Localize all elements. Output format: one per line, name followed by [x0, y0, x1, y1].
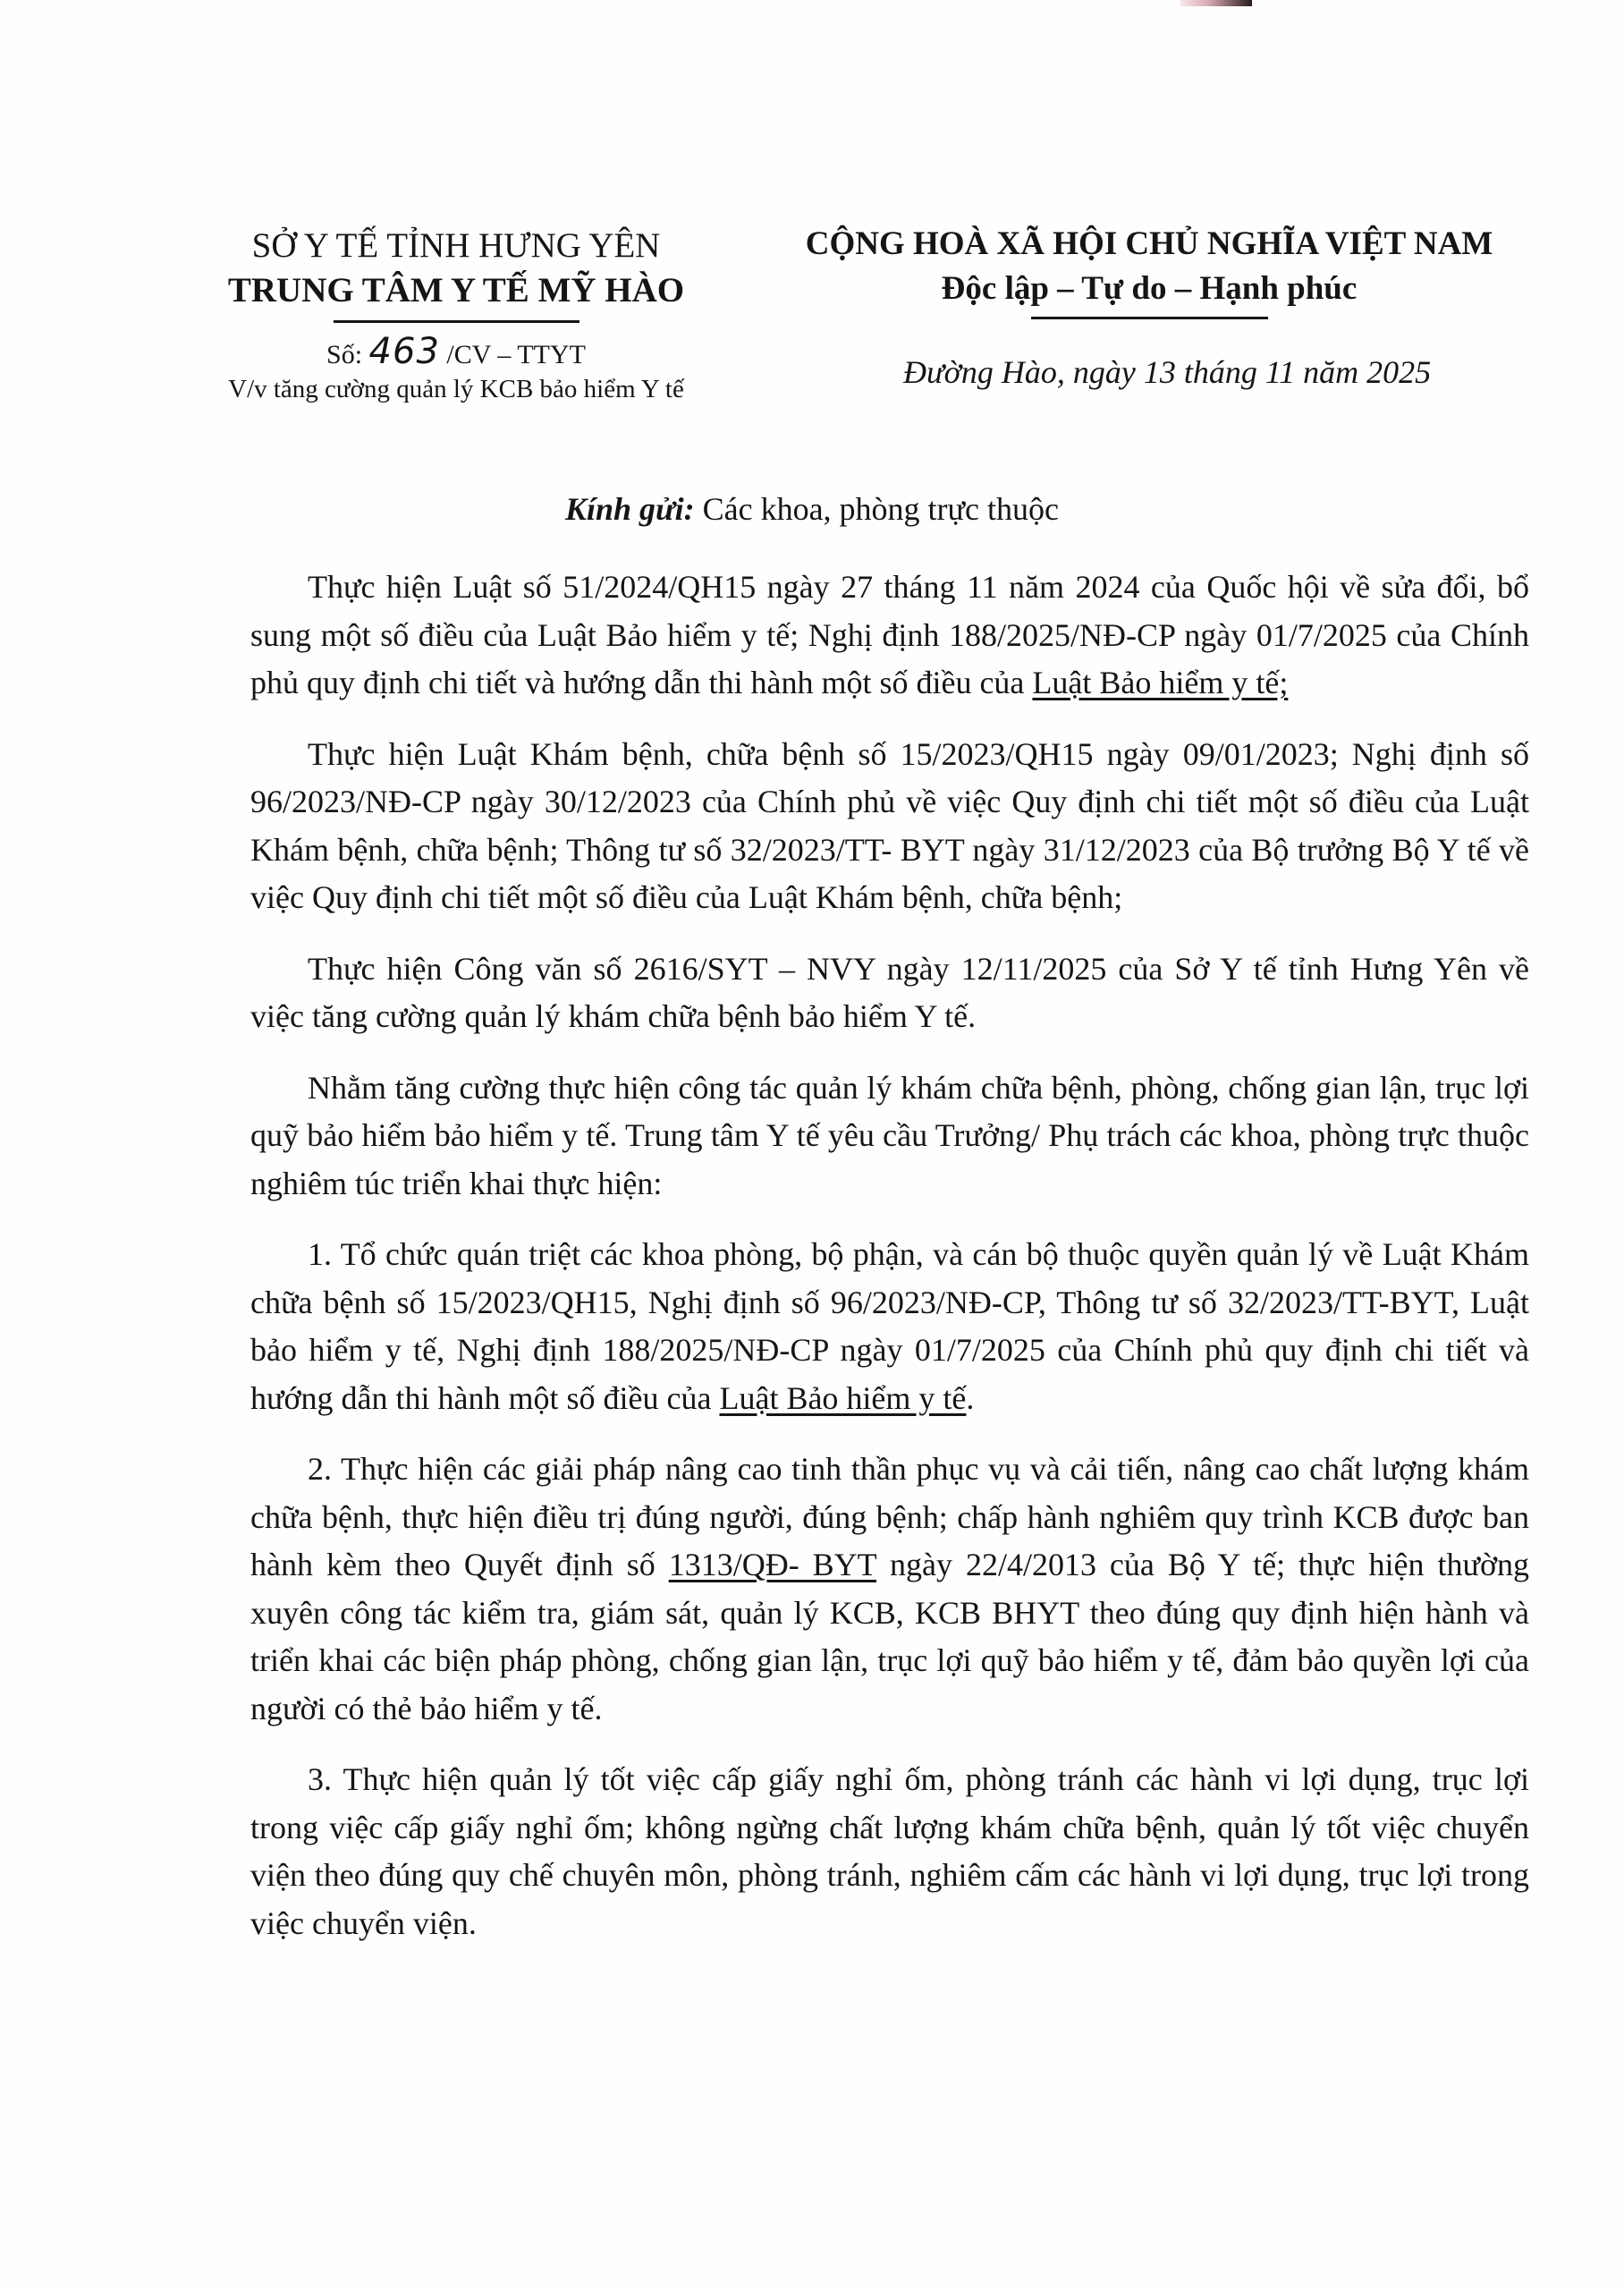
place-date: Đường Hào, ngày 13 tháng 11 năm 2025 — [903, 354, 1432, 390]
law-reference-link: Luật Bảo hiểm y tế — [719, 1379, 967, 1416]
paragraph-law-basis-1 — [250, 564, 1529, 708]
organization-name: TRUNG TÂM Y TẾ MỸ HÀO — [227, 271, 685, 310]
list-item-3: 3. Thực hiện quản lý tốt việc cấp giấy nghỉ ốm, phòng tránh các hành vi lợi dụng, trục lợi trong việc cấp giấy nghỉ ốm; không ngừng chất lượng khám chữa bệnh, quản lý tốt việc chuyển viện theo đúng quy chế chuyên môn, phòng tránh, nghiêm cấm các hành vi lợi dụng, trục lợi trong việc chuyển viện. — [250, 1761, 1529, 1941]
national-heading — [747, 222, 1552, 319]
parent-organization: SỞ Y TẾ TỈNH HƯNG YÊN — [251, 226, 661, 265]
paragraph-purpose: Nhằm tăng cường thực hiện công tác quản lý khám chữa bệnh, phòng, chống gian lận, trục lợi quỹ bảo hiểm bảo hiểm y tế. Trung tâm Y tế yêu cầu Trưởng/ Phụ trách các khoa, phòng trực thuộc nghiêm túc triển khai thực hiện: — [250, 1069, 1529, 1201]
document-number — [179, 331, 733, 373]
paragraph-text: Thực hiện Luật số 51/2024/QH15 ngày 27 tháng 11 năm 2024 của Quốc hội về sửa đổi, bổ sung một số điều của Luật Bảo hiểm y tế; Nghị định 188/2025/NĐ-CP ngày 01/7/2025 của Chính phủ quy định chi tiết và hướng dẫn thi hành một số điều của — [250, 569, 1529, 700]
paragraph-law-basis-2: Thực hiện Luật Khám bệnh, chữa bệnh số 15/2023/QH15 ngày 09/01/2023; Nghị định số 96/2023/NĐ-CP ngày 30/12/2023 của Chính phủ về việc Quy định chi tiết một số điều của Luật Khám bệnh, chữa bệnh; Thông tư số 32/2023/TT- BYT ngày 31/12/2023 của Bộ trưởng Bộ Y tế về việc Quy định chi tiết một số điều của Luật Khám bệnh, chữa bệnh; — [250, 735, 1529, 915]
list-item-2 — [250, 1446, 1529, 1733]
divider — [334, 320, 579, 323]
recipient-label: Kính gửi: — [564, 491, 695, 527]
document-number-suffix: /CV – TTYT — [446, 340, 586, 369]
recipient-value: Các khoa, phòng trực thuộc — [702, 491, 1060, 527]
decision-reference-link: 1313/QĐ- BYT — [668, 1547, 877, 1582]
paragraph-text: 2. Thực hiện các giải pháp nâng cao tinh thần phục vụ và cải tiến, nâng cao chất lượng khám chữa bệnh, thực hiện điều trị đúng người, đúng bệnh; chấp hành nghiêm quy trình KCB được ban hành kèm theo Quyết định số — [250, 1451, 1529, 1582]
paragraph-text: . — [966, 1379, 975, 1416]
scan-artifact — [1180, 0, 1252, 6]
paragraph-law-basis-3: Thực hiện Công văn số 2616/SYT – NVY ngày 12/11/2025 của Sở Y tế tỉnh Hưng Yên về việc tăng cường quản lý khám chữa bệnh bảo hiểm Y tế. — [250, 950, 1529, 1034]
nation-title: CỘNG HOÀ XÃ HỘI CHỦ NGHĨA VIỆT NAM — [805, 225, 1493, 262]
recipient-line — [0, 490, 1624, 528]
paragraph-text: 1. Tổ chức quán triệt các khoa phòng, bộ phận, và cán bộ thuộc quyền quản lý về Luật Khám chữa bệnh số 15/2023/QH15, Nghị định số 96/2023/NĐ-CP, Thông tư số 32/2023/TT-BYT, Luật bảo hiểm y tế, Nghị định 188/2025/NĐ-CP ngày 01/7/2025 của Chính phủ quy định chi tiết và hướng dẫn thi hành một số điều của — [250, 1236, 1529, 1416]
list-item-1 — [250, 1231, 1529, 1422]
law-reference-link: Luật Bảo hiểm y tế; — [1032, 665, 1289, 700]
document-number-prefix: Số: — [326, 340, 363, 369]
national-motto: Độc lập – Tự do – Hạnh phúc — [941, 270, 1358, 307]
paragraph-text: ngày 22/4/2013 của Bộ Y tế; thực hiện thường xuyên công tác kiểm tra, giám sát, quản lý KCB, KCB BHYT theo đúng quy định hiện hành và triển khai các biện pháp phòng, chống gian lận, trục lợi quỹ bảo hiểm y tế, đảm bảo quyền lợi của người có thẻ bảo hiểm y tế. — [250, 1547, 1529, 1726]
document-number-handwritten: 463 — [368, 331, 440, 372]
issuer-block — [179, 224, 733, 405]
document-subject: V/v tăng cường quản lý KCB bảo hiểm Y tế — [228, 375, 684, 403]
divider — [1031, 317, 1268, 319]
document-body — [250, 564, 1529, 1971]
